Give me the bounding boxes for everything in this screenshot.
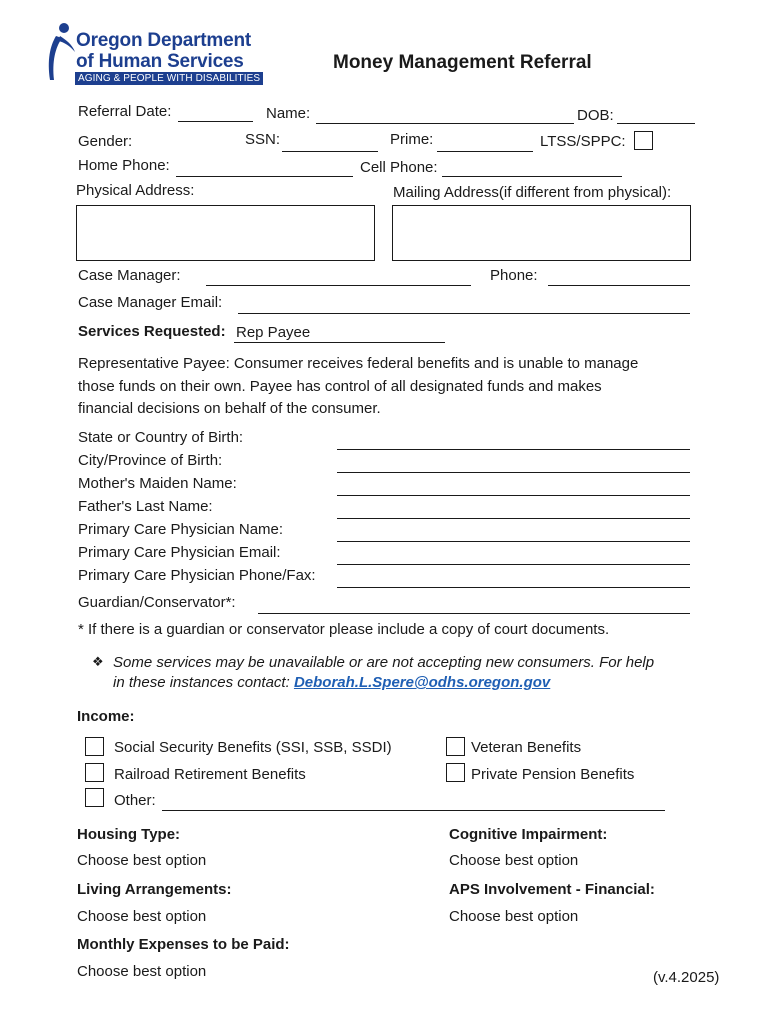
phone-label: Phone: [490, 267, 538, 284]
aps-involvement-label: APS Involvement - Financial: [449, 881, 655, 898]
pcp-phone-label: Primary Care Physician Phone/Fax: [78, 567, 316, 584]
state-of-birth-field[interactable] [337, 449, 690, 450]
ssi-checkbox[interactable] [85, 737, 104, 756]
living-arrangements-select[interactable]: Choose best option [77, 908, 207, 925]
prime-field[interactable] [437, 151, 533, 152]
pcp-name-label: Primary Care Physician Name: [78, 521, 284, 538]
income-heading: Income: [77, 708, 135, 725]
veteran-checkbox[interactable] [446, 737, 465, 756]
railroad-label: Railroad Retirement Benefits [114, 766, 306, 783]
ltss-checkbox[interactable] [634, 131, 653, 150]
city-of-birth-field[interactable] [337, 472, 690, 473]
veteran-label: Veteran Benefits [471, 739, 582, 756]
home-phone-label: Home Phone: [78, 157, 170, 174]
pcp-phone-field[interactable] [337, 587, 690, 588]
physical-address-box[interactable] [76, 205, 375, 261]
notice-line-2-prefix: in these instances contact: [113, 674, 294, 691]
cognitive-impairment-select[interactable]: Choose best option [449, 852, 579, 869]
physical-address-label: Physical Address: [76, 182, 195, 199]
mailing-address-box[interactable] [392, 205, 691, 261]
city-of-birth-label: City/Province of Birth: [78, 452, 223, 469]
ssi-label: Social Security Benefits (SSI, SSB, SSDI) [114, 739, 392, 756]
name-field[interactable] [316, 123, 574, 124]
ssn-field[interactable] [282, 151, 378, 152]
cell-phone-field[interactable] [442, 176, 622, 177]
guardian-label: Guardian/Conservator*: [78, 594, 236, 611]
diamond-bullet-icon: ❖ [92, 654, 104, 669]
dob-field[interactable] [617, 123, 695, 124]
railroad-checkbox[interactable] [85, 763, 104, 782]
logo-line-2: of Human Services [76, 51, 244, 72]
state-of-birth-label: State or Country of Birth: [78, 429, 244, 446]
notice-line-2 [113, 674, 550, 691]
cognitive-impairment-label: Cognitive Impairment: [449, 826, 608, 843]
name-label: Name: [266, 105, 311, 122]
logo-tagline: AGING & PEOPLE WITH DISABILITIES [75, 72, 263, 85]
ssn-label: SSN: [245, 131, 281, 148]
monthly-expenses-select[interactable]: Choose best option [77, 963, 207, 980]
description-line: financial decisions on behalf of the consumer. [78, 400, 381, 417]
monthly-expenses-label: Monthly Expenses to be Paid: [77, 936, 290, 953]
pcp-email-label: Primary Care Physician Email: [78, 544, 281, 561]
case-manager-email-label: Case Manager Email: [78, 294, 223, 311]
description-line: Representative Payee: Consumer receives federal benefits and is unable to manage [78, 355, 639, 372]
services-requested-value[interactable]: Rep Payee [236, 324, 311, 341]
housing-type-label: Housing Type: [77, 826, 181, 843]
referral-date-label: Referral Date: [78, 103, 172, 120]
rep-payee-description [78, 353, 678, 421]
case-manager-label: Case Manager: [78, 267, 181, 284]
guardian-note: * If there is a guardian or conservator please include a copy of court documents. [78, 621, 610, 638]
mailing-address-label: Mailing Address(if different from physical): [393, 184, 672, 201]
contact-email-link[interactable]: Deborah.L.Spere@odhs.oregon.gov [293, 674, 551, 691]
gender-label: Gender: [78, 133, 133, 150]
other-income-field[interactable] [162, 810, 665, 811]
private-pension-label: Private Pension Benefits [471, 766, 635, 783]
aps-involvement-select[interactable]: Choose best option [449, 908, 579, 925]
person-figure-icon [42, 22, 76, 82]
case-manager-field[interactable] [206, 285, 471, 286]
services-requested-label: Services Requested: [78, 323, 226, 340]
referral-date-field[interactable] [178, 121, 253, 122]
mothers-maiden-name-field[interactable] [337, 495, 690, 496]
private-pension-checkbox[interactable] [446, 763, 465, 782]
fathers-last-name-field[interactable] [337, 518, 690, 519]
other-income-label: Other: [114, 792, 156, 809]
odhs-logo [42, 22, 261, 86]
living-arrangements-label: Living Arrangements: [77, 881, 232, 898]
prime-label: Prime: [390, 131, 434, 148]
notice-line-1: Some services may be unavailable or are not accepting new consumers. For help [113, 654, 655, 671]
services-requested-underline [234, 342, 445, 343]
ltss-label: LTSS/SPPC: [540, 133, 626, 150]
housing-type-select[interactable]: Choose best option [77, 852, 207, 869]
dob-label: DOB: [577, 107, 614, 124]
cell-phone-label: Cell Phone: [360, 159, 438, 176]
pcp-email-field[interactable] [337, 564, 690, 565]
phone-field[interactable] [548, 285, 690, 286]
description-line: those funds on their own. Payee has control of all designated funds and makes [78, 377, 602, 395]
mothers-maiden-name-label: Mother's Maiden Name: [78, 475, 237, 492]
version-label: (v.4.2025) [653, 969, 720, 986]
case-manager-email-field[interactable] [238, 313, 690, 314]
pcp-name-field[interactable] [337, 541, 690, 542]
logo-line-1: Oregon Department [76, 30, 252, 51]
guardian-field[interactable] [258, 613, 690, 614]
other-income-checkbox[interactable] [85, 788, 104, 807]
form-title: Money Management Referral [333, 52, 592, 73]
fathers-last-name-label: Father's Last Name: [78, 498, 213, 515]
home-phone-field[interactable] [176, 176, 353, 177]
